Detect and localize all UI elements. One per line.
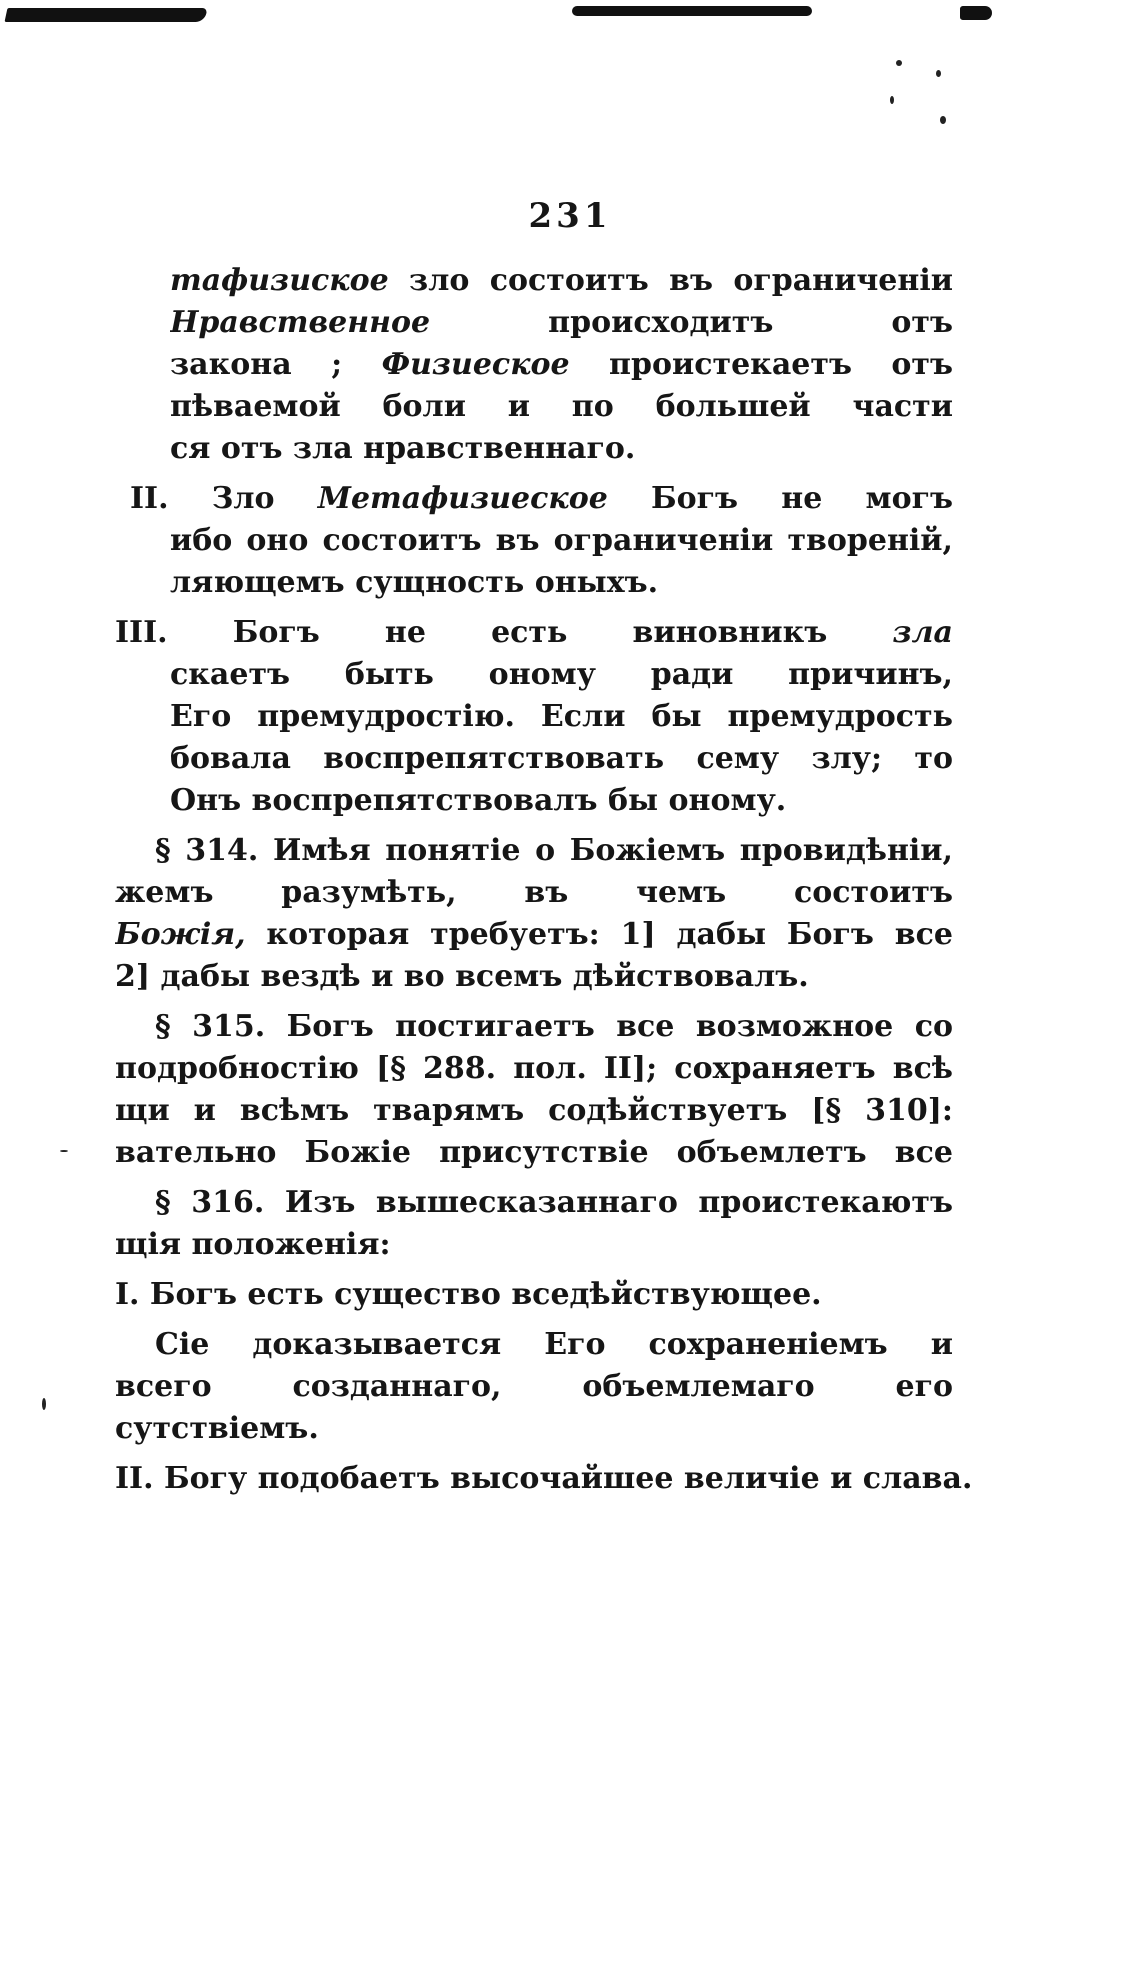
text-run: § 316. Изъ вышесказаннаго проистекаютъ — [155, 1185, 953, 1220]
text-run: закона ; — [170, 347, 382, 382]
text-run: Сіе доказывается Его сохраненіемъ и — [155, 1327, 953, 1362]
text-run: происходитъ отъ — [548, 305, 953, 340]
text-run: скаетъ быть оному ради причинъ, — [170, 657, 953, 692]
text-line — [170, 262, 953, 300]
text-run: бовала воспрепятствовать сему злу; то — [170, 741, 953, 776]
scan-mark-right — [960, 6, 992, 20]
text-line — [170, 698, 953, 736]
text-line — [115, 1134, 953, 1172]
text-line — [115, 874, 953, 912]
text-run: I. Богъ есть существо вседѣйствующее. — [115, 1277, 822, 1312]
text-run: щія положенія: — [115, 1227, 391, 1262]
scan-mark-center — [572, 6, 812, 16]
text-line — [115, 1460, 973, 1498]
text-run: Его премудростію. Если бы премудрость — [170, 699, 953, 734]
italic-term: Божія, — [115, 917, 246, 952]
text-line — [115, 1050, 953, 1088]
text-run: 2] дабы вездѣ и во всемъ дѣйствовалъ. — [115, 959, 809, 994]
speck — [42, 1398, 46, 1410]
text-run: сутствіемъ. — [115, 1411, 319, 1446]
text-line — [115, 1276, 822, 1314]
text-run: § 314. Имѣя понятіе о Божіемъ провидѣніи, — [155, 833, 953, 868]
text-run: зло состоитъ въ ограниченіи — [409, 263, 953, 298]
speck — [60, 1150, 68, 1152]
text-run: вательно Божіе присутствіе объемлетъ все — [115, 1135, 953, 1170]
text-run: щи и всѣмъ тварямъ содѣйствуетъ [§ 310]: — [115, 1093, 953, 1128]
scan-mark-left — [5, 8, 208, 22]
text-run: жемъ разумѣть, въ чемъ состоитъ — [115, 875, 953, 910]
text-line — [115, 1368, 953, 1406]
text-run: III. Богъ не есть виновникъ — [115, 615, 893, 650]
text-line — [170, 430, 670, 468]
text-run: II. Богу подобаетъ высочайшее величіе и слава. — [115, 1461, 973, 1496]
italic-term: Метафизиеское — [317, 481, 608, 516]
text-run: ляющемъ сущность оныхъ. — [170, 565, 659, 600]
text-run: ся отъ зла нравственнаго. — [170, 431, 636, 466]
text-line — [130, 480, 953, 518]
text-run: ибо оно состоитъ въ ограниченіи твореній, — [170, 523, 953, 558]
text-line — [115, 916, 953, 954]
text-line — [170, 656, 953, 694]
italic-term: Физиеское — [381, 347, 570, 382]
text-line — [170, 304, 953, 342]
speck — [940, 116, 946, 124]
text-line — [170, 346, 953, 384]
speck — [896, 60, 902, 66]
text-line — [115, 958, 809, 996]
text-run: подробностію [§ 288. пол. II]; сохраняетъ всѣ — [115, 1051, 953, 1086]
text-line — [115, 1410, 515, 1448]
text-run: которая требуетъ: 1] дабы Богъ все — [266, 917, 953, 952]
text-line — [170, 740, 953, 778]
speck — [890, 96, 894, 104]
text-line — [155, 832, 953, 870]
text-run: всего созданнаго, объемлемаго его — [115, 1369, 953, 1404]
text-run: пѣваемой боли и по большей части — [170, 389, 953, 424]
text-line — [115, 1092, 953, 1130]
text-line — [170, 782, 787, 820]
text-run: Онъ воспрепятствовалъ бы оному. — [170, 783, 787, 818]
speck — [936, 70, 941, 77]
text-line — [155, 1008, 953, 1046]
text-line — [155, 1326, 953, 1364]
text-run: Богъ не могъ — [651, 481, 953, 516]
text-run: § 315. Богъ постигаетъ все возможное со — [155, 1009, 953, 1044]
text-line — [170, 388, 953, 426]
text-line — [170, 522, 953, 560]
text-run: проистекаетъ отъ — [609, 347, 953, 382]
italic-term: тафизиское — [170, 263, 389, 298]
text-line — [155, 1184, 953, 1222]
page-number: 231 — [528, 196, 612, 236]
text-line — [115, 614, 953, 652]
italic-term: зла — [892, 615, 953, 650]
italic-term: Нравственное — [170, 305, 431, 340]
text-run: II. Зло — [130, 481, 318, 516]
text-line — [115, 1226, 415, 1264]
text-line — [170, 564, 670, 602]
